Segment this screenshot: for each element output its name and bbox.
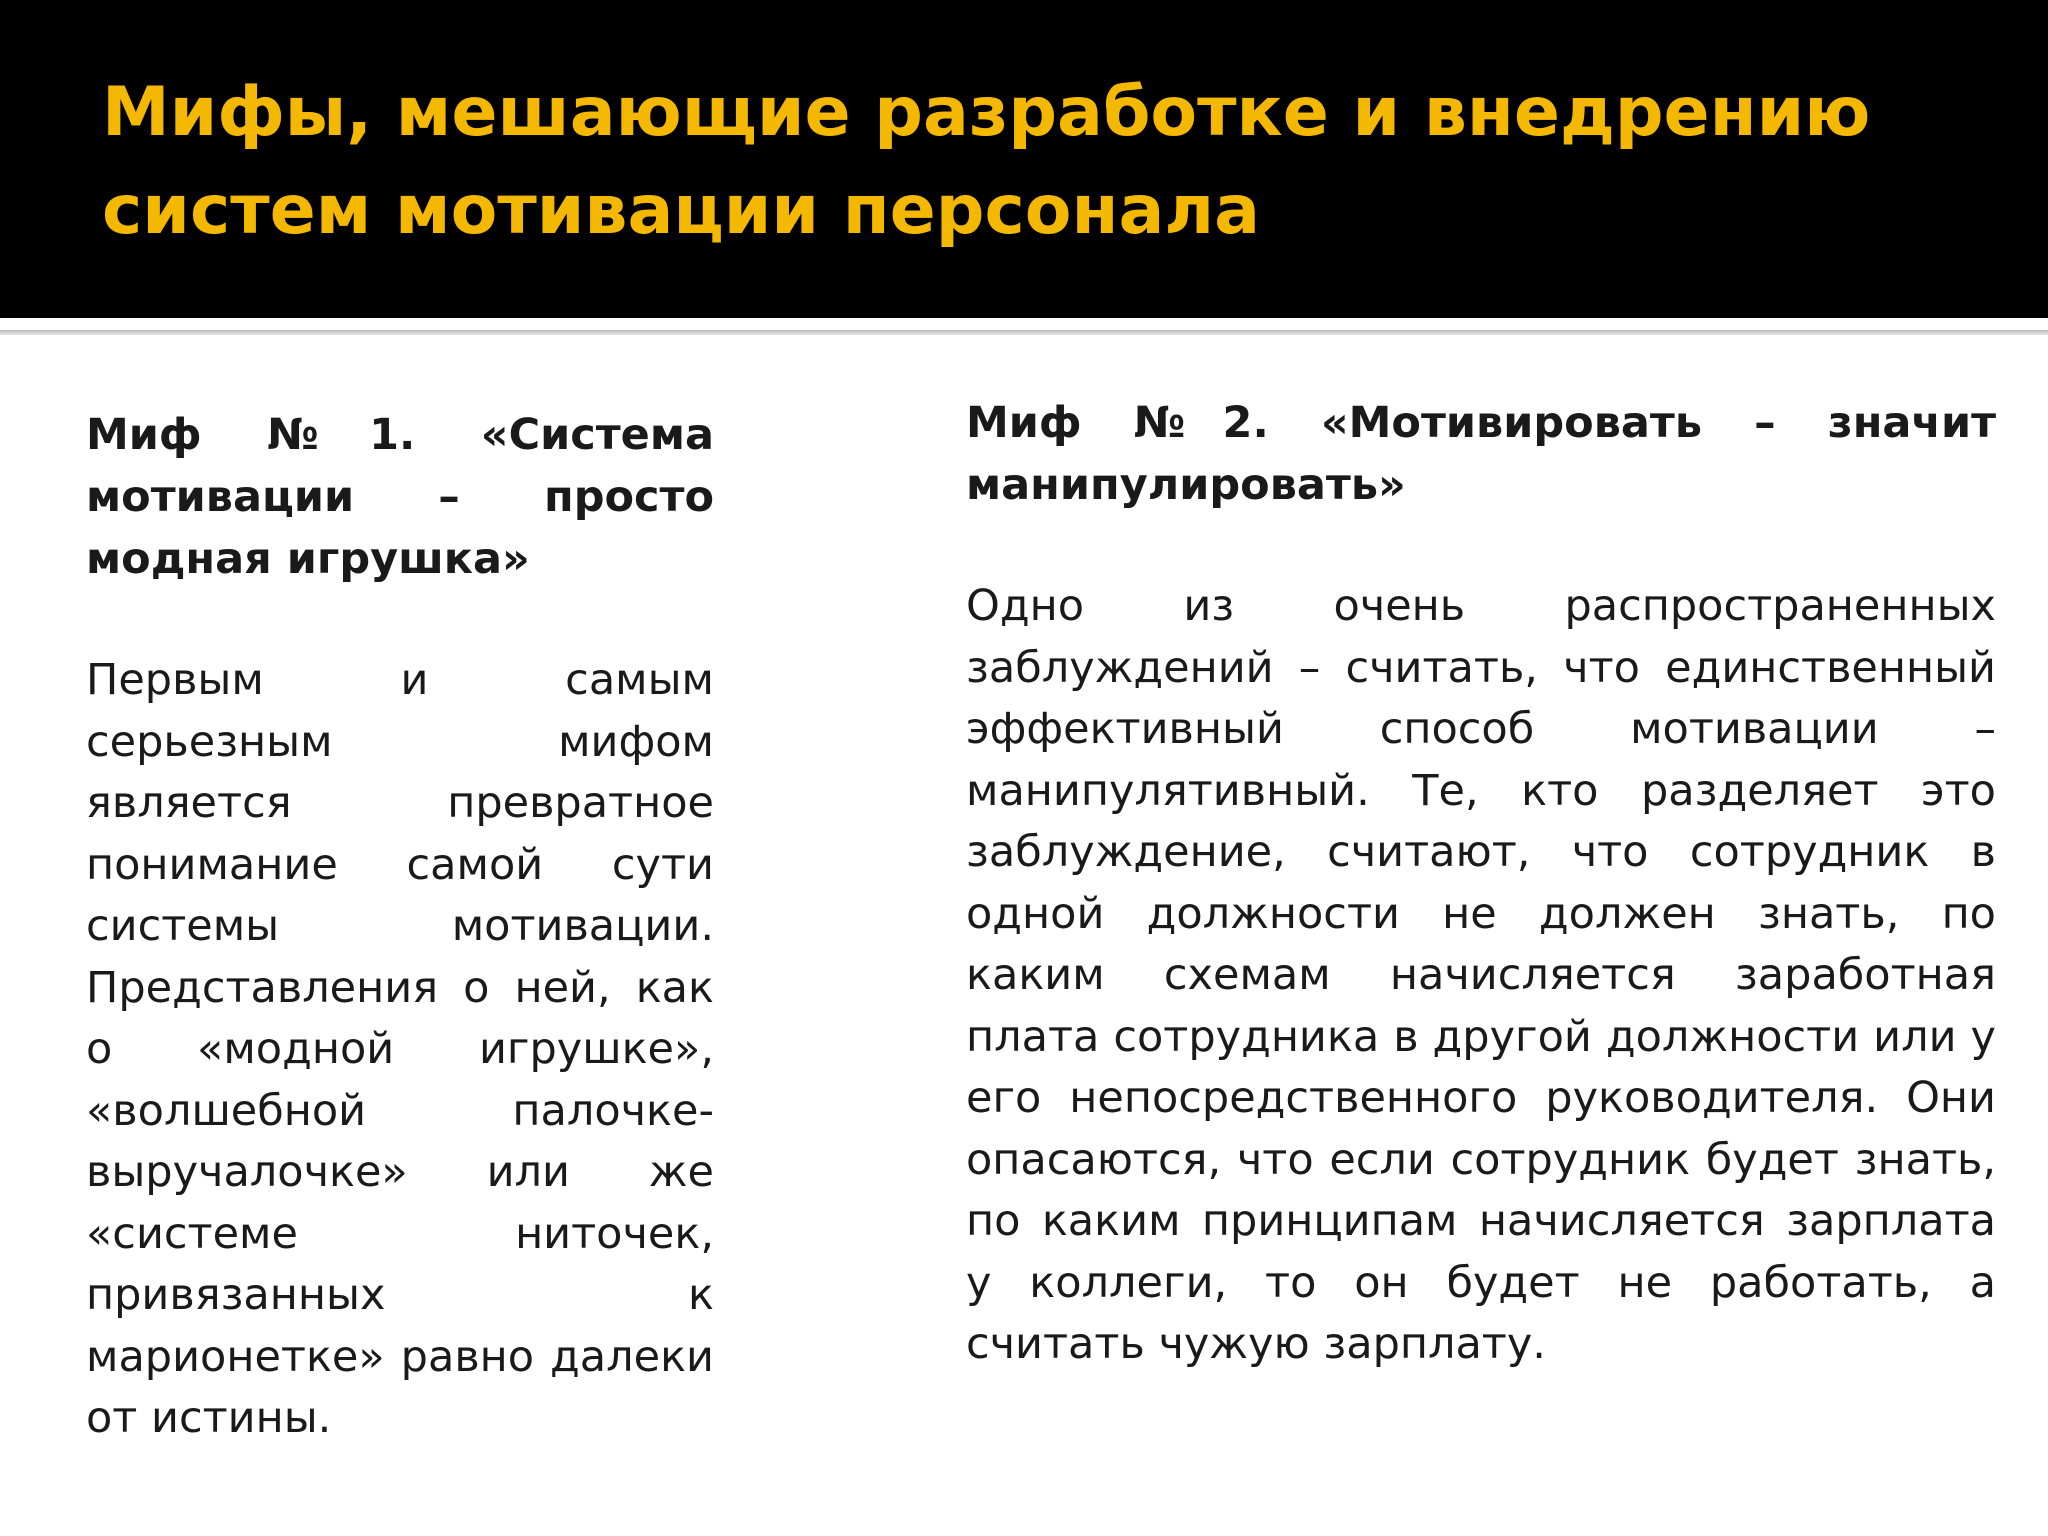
slide-title: Мифы, мешающие разработке и внедрению систем мотивации персонала [102, 73, 1871, 250]
myth-1-column [86, 404, 714, 1450]
myth-2-heading: Миф №2. «Мотивировать – значит манипулировать» [966, 398, 1996, 510]
myth-1-body: Первым и самым серьезным мифом является превратное понимание самой сути системы мотивации. Представления о ней, как о «модной игрушке», «волшебной палочке-выручалочке» или же «системе ниточек, привязанных к марионетке» равно далеки от истины. [86, 655, 714, 1443]
myth-2-column [966, 392, 1996, 1376]
myth-1-heading: Миф №1. «Система мотивации – просто модная игрушка» [86, 410, 714, 584]
title-banner [0, 0, 2048, 318]
header-divider [0, 330, 2048, 335]
myth-2-body: Одно из очень распространенных заблуждений – считать, что единственный эффективный способ мотивации – манипулятивный. Те, кто разделяет это заблуждение, считают, что сотрудник в одной должности не должен знать, по каким схемам начисляется заработная плата сотрудника в другой должности или у его непосредственного руководителя. Они опасаются, что если сотрудник будет знать, по каким принципам начисляется зарплата у коллеги, то он будет не работать, а считать чужую зарплату. [966, 581, 1996, 1369]
